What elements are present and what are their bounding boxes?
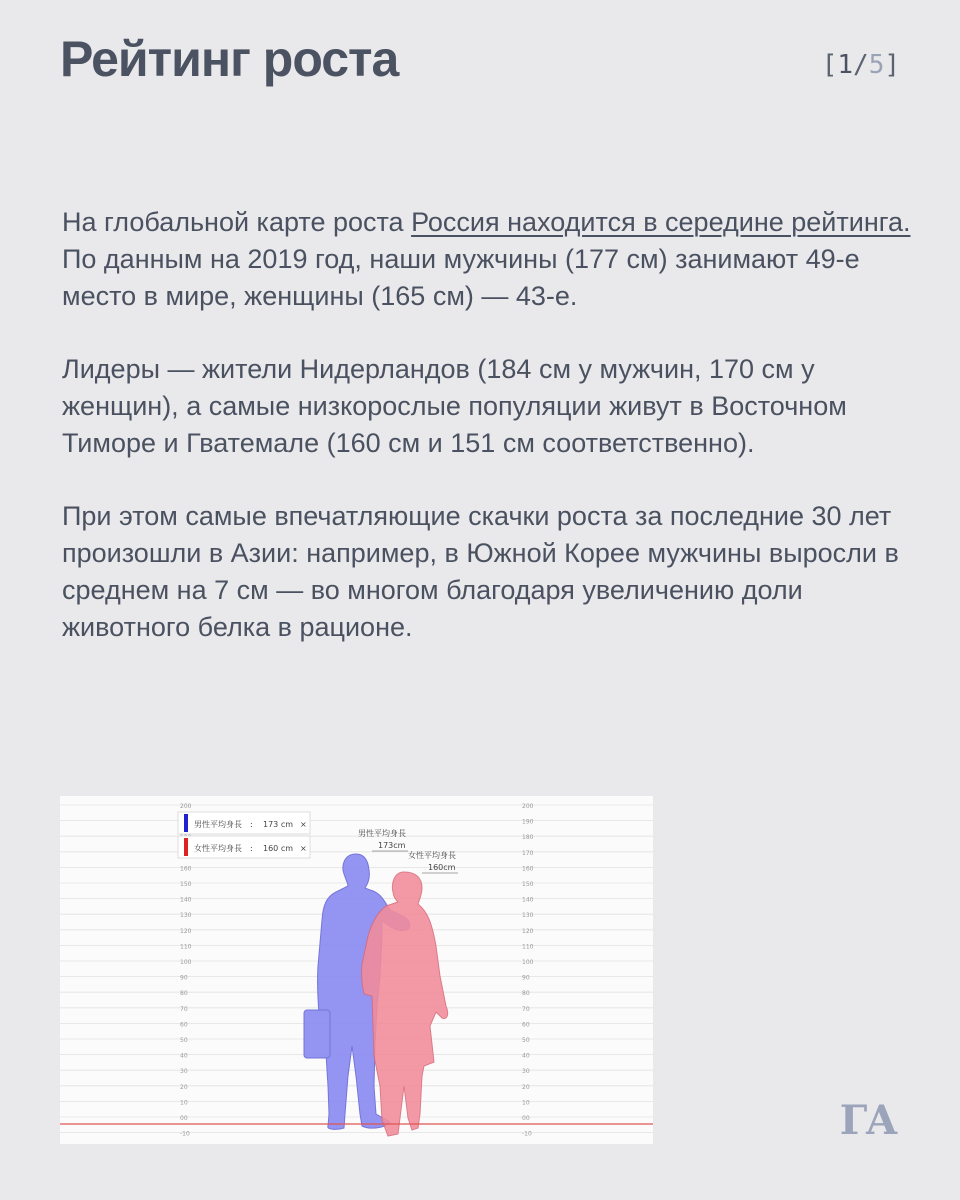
tick-label: 100	[522, 959, 534, 966]
p1-text-before: На глобальной карте роста	[62, 207, 412, 237]
tick-label: 160	[522, 865, 534, 873]
tick-label: 60	[180, 1021, 188, 1029]
tick-label: 90	[180, 974, 188, 982]
female-legend-swatch	[184, 838, 188, 856]
tick-label: 100	[180, 959, 192, 966]
tick-label: 80	[180, 990, 188, 998]
tick-label: 90	[522, 974, 530, 982]
male-callout-value: 173cm	[378, 841, 406, 850]
pager-close: ]	[884, 50, 900, 80]
article-body	[62, 204, 912, 682]
male-legend-label: 男性平均身長	[194, 820, 242, 829]
pager-current: 1	[837, 50, 854, 80]
female-callout-value: 160cm	[428, 863, 456, 872]
male-callout-label: 男性平均身長	[358, 829, 406, 838]
tick-label: 140	[522, 896, 534, 904]
tick-label: 160	[180, 865, 192, 873]
female-legend-value: 160 cm	[263, 844, 294, 853]
pager-total: 5	[868, 50, 885, 80]
tick-label: 130	[522, 912, 534, 920]
tick-label: 70	[180, 1005, 188, 1013]
height-chart-svg	[60, 796, 653, 1144]
brand-logo: ГА	[839, 1097, 896, 1144]
height-comparison-chart	[60, 796, 653, 1144]
tick-label: 140	[180, 896, 192, 904]
tick-label: 150	[180, 881, 192, 888]
tick-label: 50	[180, 1037, 188, 1044]
tick-label: 10	[180, 1099, 188, 1107]
tick-label: 150	[522, 881, 534, 888]
pager-separator: /	[853, 50, 869, 80]
female-legend-label: 女性平均身長	[194, 844, 242, 853]
page-indicator	[822, 50, 900, 80]
male-legend-sep: :	[250, 820, 253, 829]
paragraph-2: Лидеры — жители Нидерландов (184 см у мужчин, 170 см у женщин), а самые низкорослые популяции живут в Восточном Тиморе и Гватемале (160 см и 151 см соответственно).	[62, 354, 847, 458]
chart-legend	[178, 812, 310, 858]
tick-label: 30	[522, 1068, 530, 1076]
p1-text-after: По данным на 2019 год, наши мужчины (177 см) занимают 49-е место в мире, женщины (165 см) — 43-е.	[62, 244, 860, 311]
pager-open: [	[821, 50, 838, 80]
tick-label: 80	[522, 990, 530, 998]
tick-label: 10	[522, 1099, 530, 1107]
paragraph-1	[62, 204, 912, 315]
female-callout-label: 女性平均身長	[408, 851, 456, 860]
tick-label: 110	[180, 943, 192, 951]
female-legend-close-icon: ×	[300, 844, 307, 853]
tick-label: 50	[522, 1037, 530, 1044]
tick-label: 30	[180, 1068, 188, 1076]
tick-label: -10	[522, 1130, 532, 1138]
tick-label: 110	[522, 943, 534, 951]
tick-label: 00	[180, 1115, 188, 1122]
tick-label: 190	[522, 818, 534, 826]
tick-label: 40	[522, 1052, 530, 1060]
tick-label: 170	[522, 849, 534, 857]
tick-label: -10	[180, 1130, 190, 1138]
male-legend-close-icon: ×	[300, 820, 307, 829]
female-legend-sep: :	[250, 844, 253, 853]
tick-label: 180	[522, 834, 534, 842]
chart-ticks-right	[522, 803, 534, 1138]
tick-label: 130	[180, 912, 192, 920]
tick-label: 120	[522, 927, 534, 935]
russia-rating-link[interactable]: Россия находится в середине рейтинга.	[411, 207, 911, 237]
tick-label: 20	[180, 1083, 188, 1091]
tick-label: 20	[522, 1083, 530, 1091]
male-legend-swatch	[184, 814, 188, 832]
tick-label: 70	[522, 1005, 530, 1013]
paragraph-3: При этом самые впечатляющие скачки роста за последние 30 лет произошли в Азии: например, в Южной Корее мужчины выросли в среднем на 7 см — во многом благодаря увеличению доли животного белка в рационе.	[62, 501, 899, 642]
tick-label: 120	[180, 927, 192, 935]
tick-label: 200	[180, 803, 192, 810]
tick-label: 200	[522, 803, 534, 810]
tick-label: 00	[522, 1115, 530, 1122]
tick-label: 40	[180, 1052, 188, 1060]
male-legend-value: 173 cm	[263, 820, 294, 829]
tick-label: 60	[522, 1021, 530, 1029]
page-title: Рейтинг роста	[60, 31, 399, 87]
